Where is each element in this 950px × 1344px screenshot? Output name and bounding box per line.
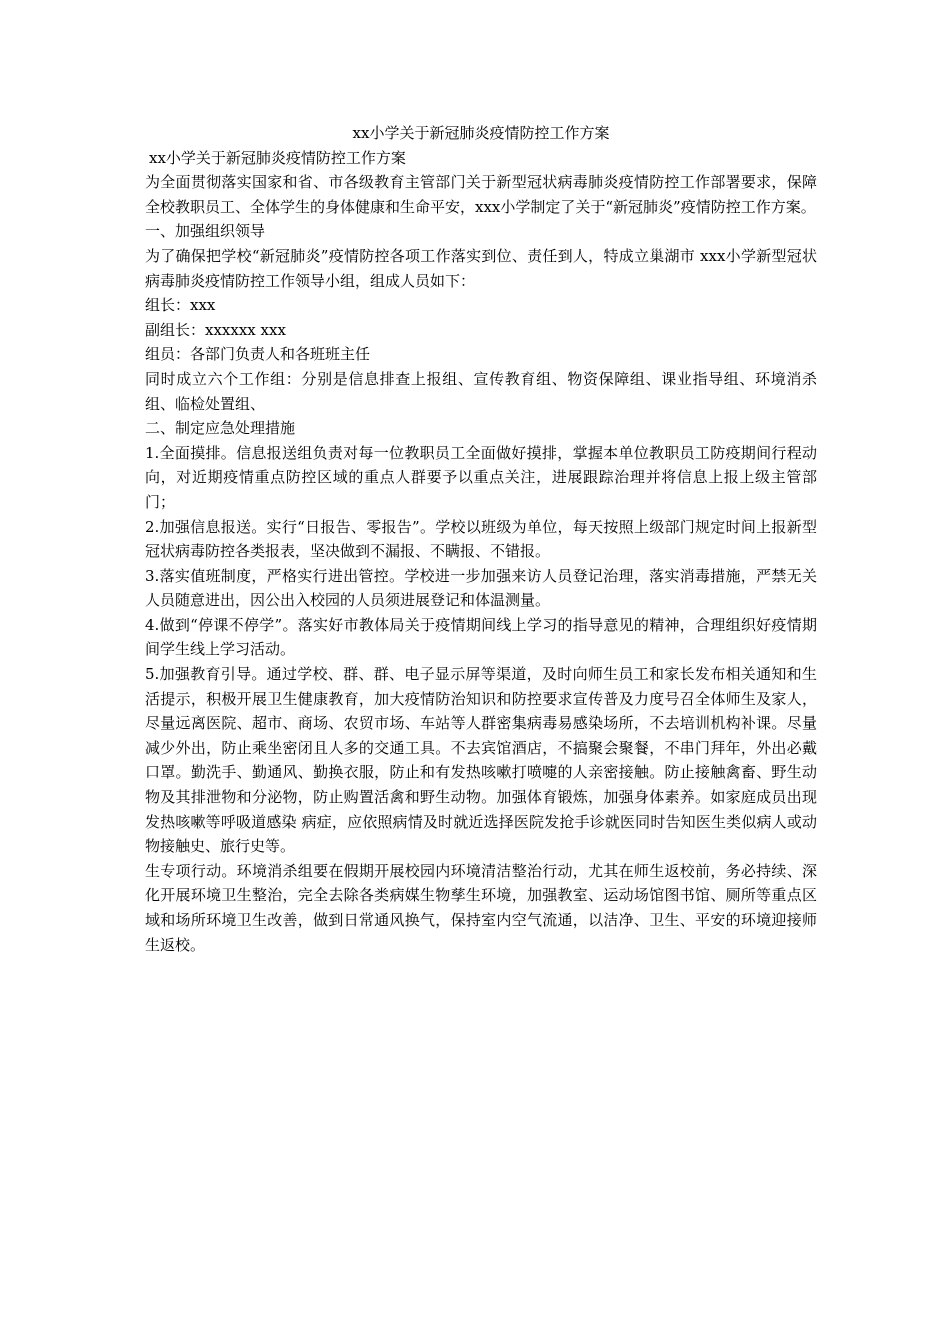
paragraph-group-members: 组员：各部门负责人和各班班主任 [145, 345, 371, 364]
paragraph-working-groups: 同时成立六个工作组：分别是信息排查上报组、宣传教育组、物资保障组、课业指导组、环境消杀组、临检处置组、 [145, 369, 817, 413]
paragraph-group-leader: 组长：xxx [145, 296, 216, 315]
section-heading-organization: 一、加强组织领导 [145, 222, 266, 241]
paragraph-measure-4: 4.做到“停课不停学”。落实好市教体局关于疫情期间线上学习的指导意见的精神，合理组织好疫情期间学生线上学习活动。 [145, 615, 817, 659]
paragraph-measure-1: 1.全面摸排。信息报送组负责对每一位教职员工全面做好摸排，掌握本单位教职员工防疫期间行程动向，对近期疫情重点防控区域的重点人群要予以重点关注，进展跟踪治理并将信息上报上级主管部门； [145, 443, 817, 511]
document-title: xx小学关于新冠肺炎疫情防控工作方案 [352, 124, 610, 142]
paragraph-intro: 为全面贯彻落实国家和省、市各级教育主管部门关于新型冠状病毒肺炎疫情防控工作部署要求，保障全校教职员工、全体学生的身体健康和生命平安，xxx小学制定了关于“新冠肺炎”疫情防控工作方案。 [145, 173, 817, 216]
paragraph-measure-5: 5.加强教育引导。通过学校、群、群、电子显示屏等渠道，及时向师生员工和家长发布相关通知和生活提示，积极开展卫生健康教育，加大疫情防治知识和防控要求宣传普及力度号召全体师生及家人，尽量远离医院、超市、商场、农贸市场、车站等人群密集病毒易感染场所，不去培训机构补课。尽量减少外出，防止乘坐密闭且人多的交通工具。不去宾馆酒店，不搞聚会聚餐，不串门拜年，外出必戴口罩。勤洗手、勤通风、勤换衣服，防止和有发热咳嗽打喷嚏的人亲密接触。防止接触禽畜、野生动物及其排泄物和分泌物，防止购置活禽和野生动物。加强体育锻炼，加强身体素养。如家庭成员出现发热咳嗽等呼吸道感染 病症，应依照病情及时就近选择医院发抢手诊就医同时告知医生类似病人或动物接触史、旅行史等。 [145, 665, 817, 856]
paragraph-measure-2: 2.加强信息报送。实行“日报告、零报告”。学校以班级为单位，每天按照上级部门规定时间上报新型冠状病毒防控各类报表，坚决做到不漏报、不瞒报、不错报。 [145, 517, 817, 561]
section-heading-emergency: 二、制定应急处理措施 [145, 419, 296, 438]
paragraph-leadership-group: 为了确保把学校“新冠肺炎”疫情防控各项工作落实到位、责任到人，特成立巢湖市 xxx小学新型冠状病毒肺炎疫情防控工作领导小组，组成人员如下： [145, 246, 817, 290]
paragraph-sanitation: 生专项行动。环境消杀组要在假期开展校园内环境清洁整治行动，尤其在师生返校前，务必持续、深化开展环境卫生整治，完全去除各类病媒生物孳生环境，加强教室、运动场馆图书馆、厕所等重点区域和场所环境卫生改善，做到日常通风换气，保持室内空气流通，以洁净、卫生、平安的环境迎接师生返校。 [145, 861, 817, 954]
paragraph-deputy-leader: 副组长：xxxxxx xxx [145, 320, 286, 339]
document-subtitle: xx小学关于新冠肺炎疫情防控工作方案 [149, 148, 406, 167]
document-body [145, 121, 817, 957]
paragraph-measure-3: 3.落实值班制度，严格实行进出管控。学校进一步加强来访人员登记治理，落实消毒措施，严禁无关人员随意进出，因公出入校园的人员须进展登记和体温测量。 [145, 566, 817, 610]
